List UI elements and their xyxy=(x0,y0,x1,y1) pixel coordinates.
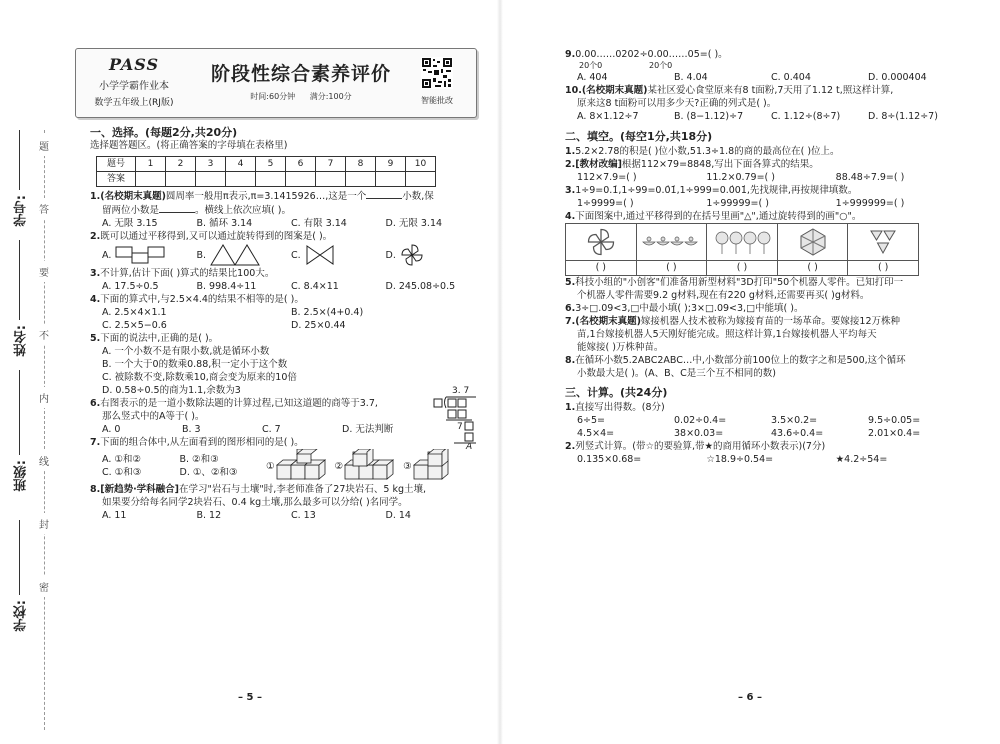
question-text: 那么竖式中的A等于( )。 xyxy=(102,411,205,422)
option-c: C. 13 xyxy=(291,510,316,521)
left-content xyxy=(90,126,480,522)
question-number: 7. xyxy=(565,316,576,327)
name-label: 姓名: xyxy=(14,325,29,357)
id-label: 学号: xyxy=(14,195,29,227)
question-number: 10 xyxy=(406,157,436,172)
question-number: 8 xyxy=(346,157,376,172)
option-a: A. 17.5÷0.5 xyxy=(102,281,159,292)
option-d: D. 8÷(1.12÷7) xyxy=(868,111,938,122)
question-number: 9 xyxy=(376,157,406,172)
question-text: 直接写出得数。(8分) xyxy=(575,402,665,413)
question-text: 科技小组的"小创客"们准备用新型材料"3D打印"50个机器人零件。已知打印一 xyxy=(575,277,904,288)
question-number: 5. xyxy=(90,333,101,344)
option-a: A. 无限 3.15 xyxy=(102,218,158,229)
name-line[interactable] xyxy=(19,240,20,320)
option-d: D. 无法判断 xyxy=(342,424,394,435)
question-number: 4 xyxy=(226,157,256,172)
seal-char: 内 xyxy=(39,387,49,408)
question-9 xyxy=(565,48,965,84)
calc-1 xyxy=(565,401,965,440)
answer-cell[interactable] xyxy=(136,172,166,187)
question-number: 5. xyxy=(565,277,576,288)
option-b: B. 4.04 xyxy=(674,72,708,83)
question-text: 右图表示的是一道小数除法题的计算过程,已知这道题的商等于3.7, xyxy=(100,398,378,409)
question-text: 1÷9=0.1̇,1÷99=0.0̇1̇,1÷999=0.0̇01̇,先找规律,再按规律填数。 xyxy=(575,185,858,196)
option-b: B. 2.5×(4+0.4) xyxy=(291,307,364,318)
question-text: 在循环小数5.2ABC2ABC…中,小数部分前100位上的数字之和是500,这个循环 xyxy=(575,355,906,366)
pattern-cell xyxy=(778,224,849,275)
question-text: 下面的说法中,正确的是( )。 xyxy=(100,333,219,344)
question-text: 0.00……0202÷0.00……05=( )。 xyxy=(575,49,728,60)
seal-dashed-line xyxy=(44,130,45,730)
fill-item[interactable]: 1÷9999=( ) xyxy=(577,198,634,209)
question-number: 1 xyxy=(136,157,166,172)
boats-row-icon xyxy=(641,234,701,250)
question-number: 3. xyxy=(565,185,576,196)
question-text: 不计算,估计下面( )算式的结果比100大。 xyxy=(100,268,275,279)
question-text: 个机器人零件需要9.2 g材料,现在有220 g材料,还需要再买( )g材料。 xyxy=(577,290,870,301)
answer-cell[interactable] xyxy=(286,172,316,187)
section-3-title: 三、计算。(共24分) xyxy=(565,386,668,399)
qr-code-icon[interactable] xyxy=(421,57,453,89)
fill-3 xyxy=(565,184,965,210)
fill-7 xyxy=(565,315,965,354)
answer-paren[interactable]: ( ) xyxy=(848,260,918,275)
answer-table xyxy=(96,156,436,187)
id-line[interactable] xyxy=(19,130,20,190)
rectangles-figure xyxy=(115,245,165,265)
option-d: D. 0.58÷0.5的商为1.1,余数为3 xyxy=(102,385,241,396)
triangles-figure xyxy=(210,244,260,266)
pinwheel-icon xyxy=(400,243,424,267)
division-digit: 7 xyxy=(457,422,463,432)
option-c: C. ①和③ xyxy=(102,467,142,478)
fill-item[interactable]: 1÷999999=( ) xyxy=(835,198,905,209)
question-text: 下面的组合体中,从左面看到的图形相同的是( )。 xyxy=(100,437,304,448)
question-tag: (名校期末真题) xyxy=(575,316,641,327)
option-d: D. 无限 3.14 xyxy=(385,218,443,229)
question-number: 9. xyxy=(565,49,576,60)
division-quotient: 3. 7 xyxy=(452,386,470,396)
fill-item[interactable]: 11.2×0.79=( ) xyxy=(706,172,775,183)
section-1-title: 一、选择。(每题2分,共20分) xyxy=(90,126,238,139)
question-4 xyxy=(90,293,480,332)
cubes-figure-3 xyxy=(412,449,467,483)
question-text: 小数最大是( )。(A、B、C是三个互不相同的数) xyxy=(577,368,776,379)
option-a: A. xyxy=(102,249,112,261)
pinwheel-icon xyxy=(586,227,616,257)
option-c: C. 0.404 xyxy=(771,72,811,83)
question-text: 圆周率一般用π表示,π=3.1415926…,这是一个 xyxy=(165,191,367,202)
zero-count: 20个0 xyxy=(579,61,603,70)
option-b: B. 一个大于0的数乘0.88,积一定小于这个数 xyxy=(102,359,288,370)
question-tag: [教材改编] xyxy=(575,159,622,170)
answer-cell[interactable] xyxy=(196,172,226,187)
edition-label: 数学五年级上(RJ版) xyxy=(94,98,174,108)
series-name: 小学学霸作业本 xyxy=(99,81,169,92)
figure-label: ② xyxy=(334,460,344,472)
option-c: C. 8.4×11 xyxy=(291,281,339,292)
calc-item[interactable]: 38×0.03= xyxy=(674,428,724,439)
question-text: 下面图案中,通过平移得到的在括号里画"△",通过旋转得到的画"○"。 xyxy=(575,211,862,222)
calc-2 xyxy=(565,440,965,466)
question-text: 根据112×79=8848,写出下面各算式的结果。 xyxy=(621,159,819,170)
calc-item[interactable]: 0.02÷0.4= xyxy=(674,415,727,426)
question-number: 2 xyxy=(166,157,196,172)
question-text: 3÷□.09<3,□中最小填( );3×□.09<3,□中能填( )。 xyxy=(575,303,804,314)
option-b: B. (8−1.12)÷7 xyxy=(674,111,744,122)
triangles-pattern-icon xyxy=(868,227,898,257)
question-number: 2. xyxy=(565,159,576,170)
question-number: 6. xyxy=(565,303,576,314)
question-2 xyxy=(90,230,480,267)
zero-count-notes xyxy=(565,61,965,71)
option-d: D. 245.08÷0.5 xyxy=(385,281,456,292)
flowers-row-icon xyxy=(712,228,772,256)
question-number: 8. xyxy=(90,484,101,495)
option-d: D. 0.000404 xyxy=(868,72,927,83)
question-text: 苗,1台嫁接机器人5天刚好能完成。照这样计算,1台嫁接机器人平均每天 xyxy=(577,329,877,340)
pass-logo: PASS xyxy=(108,55,160,74)
school-line[interactable] xyxy=(19,520,20,595)
option-a: A. 0 xyxy=(102,424,121,435)
class-line[interactable] xyxy=(19,370,20,455)
option-a: A. 404 xyxy=(577,72,608,83)
calc-item[interactable]: 3.5×0.2= xyxy=(771,415,818,426)
answer-blank[interactable] xyxy=(366,189,402,199)
question-tag: (名校期末真题) xyxy=(581,85,648,96)
calc-item[interactable]: ★4.2÷54= xyxy=(835,454,888,465)
answer-cell[interactable] xyxy=(316,172,346,187)
page-number: – 5 – xyxy=(238,692,262,703)
answer-cell[interactable] xyxy=(406,172,436,187)
question-tag: (名校期末真题) xyxy=(100,191,166,202)
question-number: 3 xyxy=(196,157,226,172)
cube-figures xyxy=(266,449,467,483)
calc-item[interactable]: ☆18.9÷0.54= xyxy=(706,454,774,465)
question-number: 7 xyxy=(316,157,346,172)
answer-row-label: 答案 xyxy=(97,172,136,187)
seal-char: 题 xyxy=(39,135,49,156)
answer-cell[interactable] xyxy=(166,172,196,187)
hexagon-icon xyxy=(798,227,828,257)
answer-cell[interactable] xyxy=(346,172,376,187)
question-7 xyxy=(90,436,480,483)
option-a: A. 11 xyxy=(102,510,127,521)
answer-paren[interactable]: ( ) xyxy=(566,260,636,275)
right-content xyxy=(565,48,965,466)
question-number: 2. xyxy=(565,441,576,452)
question-text: 下面的算式中,与2.5×4.4的结果不相等的是( )。 xyxy=(100,294,304,305)
full-score: 满分:100分 xyxy=(309,92,352,101)
option-d: D. ①、②和③ xyxy=(179,467,238,478)
seal-char: 线 xyxy=(39,450,49,471)
question-3 xyxy=(90,267,480,293)
option-b: B. ②和③ xyxy=(179,454,219,465)
option-b: B. xyxy=(196,249,207,261)
cubes-figure-1 xyxy=(275,449,335,483)
option-c: C. 被除数不变,除数乘10,商会变为原来的10倍 xyxy=(102,372,297,383)
option-c: C. xyxy=(291,249,301,261)
question-text: 如果要分给每名同学2块岩石、0.4 kg土壤,那么最多可以分给( )名同学。 xyxy=(102,497,408,508)
question-text: 某社区爱心食堂原来有8 t面粉,7天用了1.12 t,照这样计算, xyxy=(647,85,894,96)
section-1-note: 选择题答题区。(将正确答案的字母填在表格里) xyxy=(90,140,288,151)
question-number: 5 xyxy=(256,157,286,172)
question-number: 2. xyxy=(90,231,101,242)
option-c: C. 1.12÷(8÷7) xyxy=(771,111,841,122)
answer-cell[interactable] xyxy=(226,172,256,187)
brand-block xyxy=(84,55,184,108)
answer-paren[interactable]: ( ) xyxy=(637,260,707,275)
option-d: D. 25×0.44 xyxy=(291,320,346,331)
answer-cell[interactable] xyxy=(256,172,286,187)
fill-8 xyxy=(565,354,965,380)
option-b: B. 12 xyxy=(196,510,222,521)
fill-item[interactable]: 88.48÷7.9=( ) xyxy=(835,172,905,183)
division-variable: A xyxy=(466,442,473,452)
option-a: A. 2.5×4×1.1 xyxy=(102,307,167,318)
pattern-cell xyxy=(637,224,708,275)
section-2-title: 二、填空。(每空1分,共18分) xyxy=(565,130,713,143)
seal-char: 密 xyxy=(39,576,49,597)
option-d: D. 14 xyxy=(385,510,411,521)
pattern-table xyxy=(565,223,919,276)
binding-strip xyxy=(0,130,62,730)
pattern-cell xyxy=(566,224,637,275)
question-tag: [新趋势·学科融合] xyxy=(100,484,180,495)
question-text: 在学习"岩石与土壤"时,李老师准备了27块岩石、5 kg土壤, xyxy=(179,484,426,495)
time-limit: 时间:60分钟 xyxy=(250,92,296,101)
calc-item[interactable]: 6÷5= xyxy=(577,415,606,426)
option-b: B. 3 xyxy=(182,424,201,435)
question-number: 1. xyxy=(90,191,101,202)
question-number: 10. xyxy=(565,85,582,96)
question-number: 6 xyxy=(286,157,316,172)
fill-item[interactable]: 1÷99999=( ) xyxy=(706,198,769,209)
question-10 xyxy=(565,84,965,123)
question-number: 6. xyxy=(90,398,101,409)
answer-blank[interactable] xyxy=(159,203,195,213)
fill-5 xyxy=(565,276,965,302)
page-number: – 6 – xyxy=(738,692,762,703)
bowtie-figure xyxy=(305,244,335,266)
figure-label: ③ xyxy=(403,460,412,472)
calc-item[interactable]: 0.135×0.68= xyxy=(577,454,642,465)
calc-item[interactable]: 43.6÷0.4= xyxy=(771,428,824,439)
question-text: 5.2×2.78的积是( )位小数,51.3÷1.8的商的最高位在( )位上。 xyxy=(575,146,840,157)
question-text: 嫁接机器人技术被称为嫁接育苗的一场革命。要嫁接12万株种 xyxy=(640,316,901,327)
pattern-cell xyxy=(848,224,918,275)
question-text: 既可以通过平移得到,又可以通过旋转得到的图案是( )。 xyxy=(100,231,333,242)
question-number: 3. xyxy=(90,268,101,279)
question-5 xyxy=(90,332,480,397)
fill-4 xyxy=(565,210,965,276)
option-b: B. 循环 3.14 xyxy=(196,218,253,229)
workbook-header xyxy=(75,48,477,118)
question-number: 1. xyxy=(565,146,576,157)
exam-info xyxy=(211,91,391,102)
figure-label: ① xyxy=(266,460,275,472)
question-number: 1. xyxy=(565,402,576,413)
right-page xyxy=(500,0,1000,744)
calc-item[interactable]: 2.01×0.4= xyxy=(868,428,921,439)
question-text: 小数,保 xyxy=(402,191,434,202)
seal-char: 不 xyxy=(39,324,49,345)
option-b: B. 998.4÷11 xyxy=(196,281,257,292)
qr-label: 智能批改 xyxy=(421,96,453,105)
option-a: A. 8×1.12÷7 xyxy=(577,111,639,122)
seal-char: 要 xyxy=(39,261,49,282)
question-number: 4. xyxy=(565,211,576,222)
question-8 xyxy=(90,483,480,522)
question-1 xyxy=(90,189,480,230)
fill-item[interactable]: 112×7.9=( ) xyxy=(577,172,637,183)
answer-paren[interactable]: ( ) xyxy=(707,260,777,275)
class-label: 班级: xyxy=(14,460,29,492)
option-c: C. 7 xyxy=(262,424,281,435)
fill-2 xyxy=(565,158,965,184)
zero-count: 20个0 xyxy=(649,61,673,70)
seal-char: 封 xyxy=(39,513,49,534)
question-number: 4. xyxy=(90,294,101,305)
calc-item[interactable]: 9.5÷0.05= xyxy=(868,415,921,426)
question-text: 留两位小数是 xyxy=(102,205,160,216)
question-text: 能嫁接( )万株种苗。 xyxy=(577,342,664,353)
question-text: 。横线上依次应填( )。 xyxy=(195,205,291,216)
question-number: 7. xyxy=(90,437,101,448)
option-a: A. 一个小数不是有限小数,就是循环小数 xyxy=(102,346,270,357)
question-text: 原来这8 t面粉可以用多少天?正确的列式是( )。 xyxy=(577,98,777,109)
calc-item[interactable]: 4.5×4= xyxy=(577,428,615,439)
fill-6 xyxy=(565,302,965,315)
answer-cell[interactable] xyxy=(376,172,406,187)
option-d: D. xyxy=(385,249,396,261)
school-label: 学校: xyxy=(14,600,29,632)
answer-paren[interactable]: ( ) xyxy=(778,260,848,275)
cubes-figure-2 xyxy=(343,449,403,483)
option-c: C. 2.5×5−0.6 xyxy=(102,320,167,331)
answer-table-header: 题号 xyxy=(97,157,136,172)
question-number: 8. xyxy=(565,355,576,366)
seal-char: 答 xyxy=(39,198,49,219)
page-title: 阶段性综合素养评价 xyxy=(210,63,391,85)
option-c: C. 有限 3.14 xyxy=(291,218,347,229)
option-a: A. ①和② xyxy=(102,454,141,465)
pattern-cell xyxy=(707,224,778,275)
fill-1 xyxy=(565,145,965,158)
question-text: 列竖式计算。(带☆的要验算,带★的商用循环小数表示)(7分) xyxy=(575,441,826,452)
